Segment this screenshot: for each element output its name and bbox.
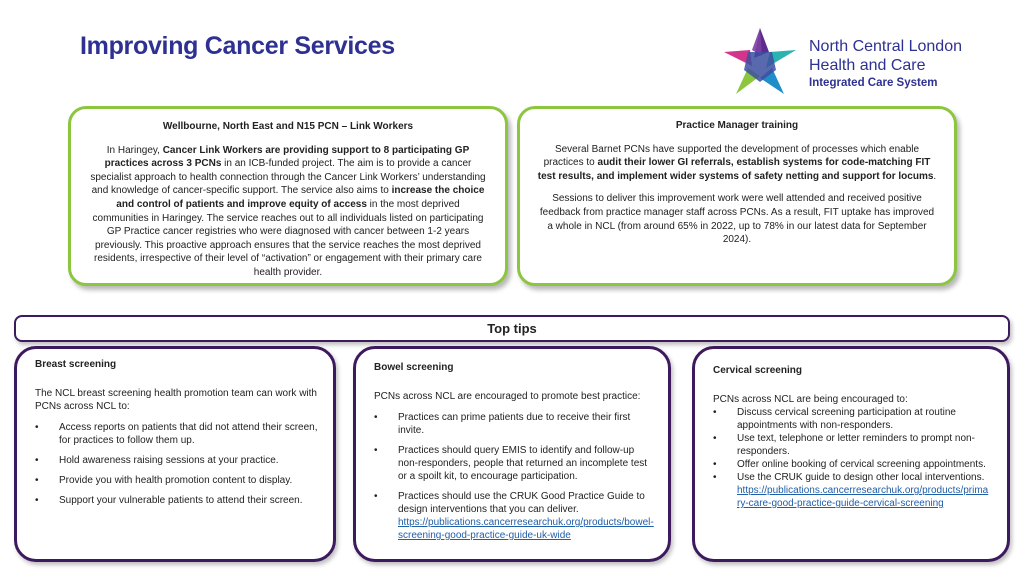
cervical-link-wrap [713,484,991,510]
list-item: • Offer online booking of cervical screening appointments. [713,458,991,471]
wellbourne-text-3: in the most deprived communities in Haringey. The service reaches out to all individuals listed on participating GP Practice cancer registries who were diagnosed with cancer between 1-2 years previously. This proactive approach ensures that the service reaches the most deprived residents, irrespective of their level of “activation” or engagement with their primary care health provider. [92,198,484,278]
top-tips-banner [14,315,1010,342]
list-item: • Practices should query EMIS to identify and follow-up non-responders, people that returned an incomplete test or a spoilt kit, to encourage participation. [374,444,654,483]
list-item: • Hold awareness raising sessions at your practice. [35,454,319,467]
practice-text [536,143,938,184]
practice-heading: Practice Manager training [675,120,799,131]
wellbourne-bold-2: increase the choice and control of patients and improve equity of access [116,185,485,210]
breast-intro: The NCL breast screening health promotion team can work with PCNs across NCL to: [35,388,317,412]
practice-bold-1: audit their lower GI referrals, establish systems for code-matching FIT test results, and implement wider systems of safety netting and support for locums [537,157,934,182]
list-item: • Use the CRUK guide to design other local interventions. [713,471,991,484]
list-item: • Practices can prime patients due to receive their first invite. [374,411,654,437]
cervical-heading: Cervical screening [713,365,802,376]
bowel-item-3-text: Practices should use the CRUK Good Practice Guide to design interventions that you can deliver. [398,491,645,515]
list-item [374,490,654,542]
list-item: • Discuss cervical screening participation at routine appointments with non-responders. [713,406,991,432]
wellbourne-text [87,144,489,280]
wellbourne-text-1: In Haringey, [106,144,163,156]
cervical-list [713,406,991,484]
cervical-screening-card [692,346,1010,562]
list-item: • Provide you with health promotion content to display. [35,474,319,487]
bowel-list [374,411,654,542]
logo-line1: North Central London [809,38,962,55]
list-item: • Support your vulnerable patients to attend their screen. [35,494,319,507]
list-item: • Access reports on patients that did not attend their screen, for practices to follow them up. [35,421,319,447]
practice-manager-card [517,106,957,286]
cervical-guide-link[interactable]: https://publications.cancerresearchuk.org/products/primary-care-good-practice-guide-cervical-screening [737,485,989,509]
bowel-intro: PCNs across NCL are encouraged to promote best practice: [374,391,641,402]
logo-line2: Health and Care [809,57,926,74]
wellbourne-card [68,106,508,286]
bowel-guide-link[interactable]: https://publications.cancerresearchuk.org/products/bowel-screening-good-practice-guide-uk-wide [398,517,654,541]
star-logo-icon [722,26,798,98]
practice-text-2: . [933,170,937,182]
practice-text-1: Several Barnet PCNs have supported the development of processes which enable practices to [543,143,920,169]
wellbourne-text-2: in an ICB-funded project. The aim is to provide a cancer specialist approach to health connection through the Cancer Link Workers’ understanding and knowledge of cancer-specific support. The service also aims to [90,158,486,197]
breast-screening-card [14,346,336,562]
cervical-intro: PCNs across NCL are being encouraged to: [713,394,908,405]
list-item: • Use text, telephone or letter reminders to prompt non-responders. [713,432,991,458]
breast-heading: Breast screening [35,359,117,370]
nclhc-logo [722,26,1012,98]
breast-list [35,421,319,507]
practice-text-3: Sessions to deliver this improvement work were well attended and received positive feedback from practice manager staff across PCNs. As a result, FIT uptake has improved a whole in NCL (from around 65% in 2022, up to 78% in our latest data for September 2024). [539,193,935,246]
wellbourne-bold-1: Cancer Link Workers are providing support to 8 participating GP practices across 3 PCNs [104,144,470,170]
wellbourne-heading: Wellbourne, North East and N15 PCN – Link Workers [162,121,414,132]
page-title: Improving Cancer Services [80,32,395,60]
bowel-screening-card [353,346,671,562]
top-tips-label: Top tips [487,321,537,336]
logo-line3: Integrated Care System [809,77,938,89]
bowel-heading: Bowel screening [374,362,454,373]
